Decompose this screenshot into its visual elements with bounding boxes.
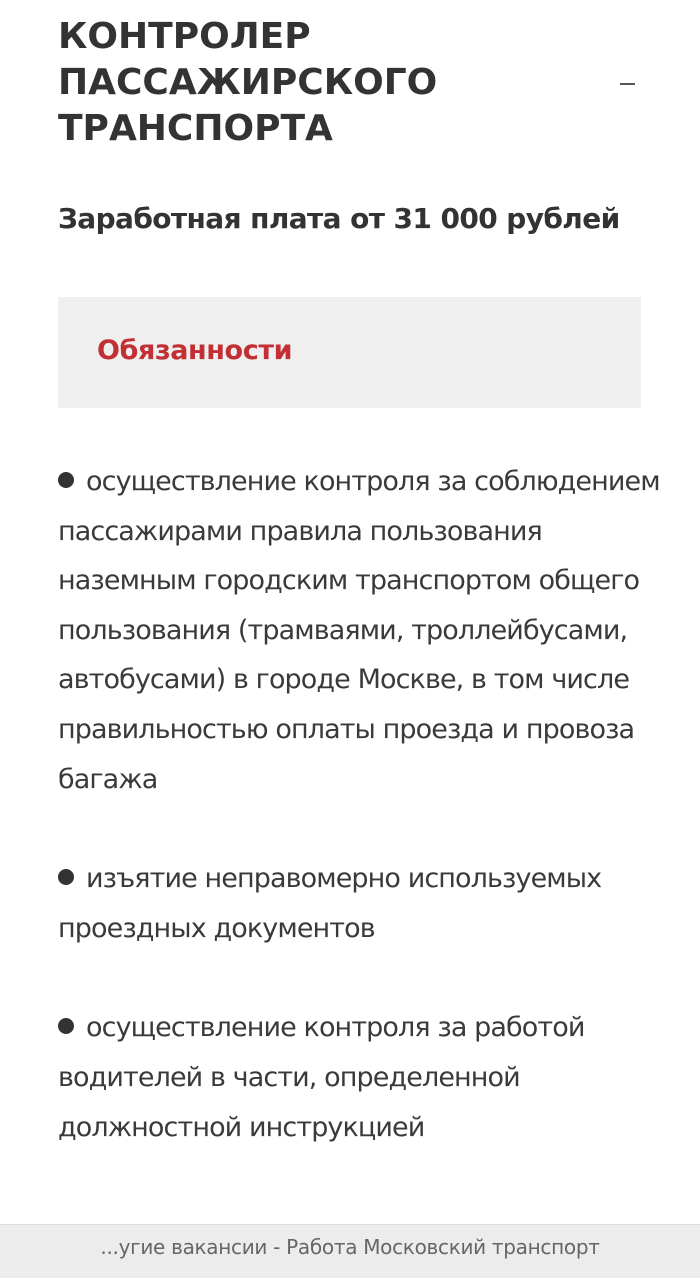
list-item-text: осуществление контроля за соблюдением пассажирами правила пользования наземным городским транспортом общего пользования (трамваями, троллейбусами, автобусами) в городе Москве, в том числе правильностью оплаты проезда и провоза багажа (58, 466, 660, 795)
vacancy-header[interactable] (58, 14, 642, 160)
salary-text: Заработная плата от 31 000 рублей (58, 202, 620, 235)
page-title: ...угие вакансии - Работа Московский транспорт (100, 1235, 600, 1259)
responsibilities-list (58, 457, 678, 1202)
list-item (58, 1003, 678, 1152)
browser-title-bar[interactable] (0, 1224, 700, 1278)
vacancy-title: КОНТРОЛЕР ПАССАЖИРСКОГО ТРАНСПОРТА (58, 16, 438, 149)
responsibilities-header (58, 297, 641, 408)
collapse-toggle[interactable] (616, 64, 638, 104)
list-item-text: изъятие неправомерно используемых проездных документов (58, 863, 602, 944)
list-item (58, 457, 678, 804)
bullet-icon (58, 472, 74, 488)
bullet-icon (58, 869, 74, 885)
minus-icon (620, 83, 635, 85)
list-item-text: осуществление контроля за работой водителей в части, определенной должностной инструкцией (58, 1012, 585, 1143)
list-item (58, 854, 678, 953)
responsibilities-heading: Обязанности (97, 335, 293, 366)
bullet-icon (58, 1018, 74, 1034)
